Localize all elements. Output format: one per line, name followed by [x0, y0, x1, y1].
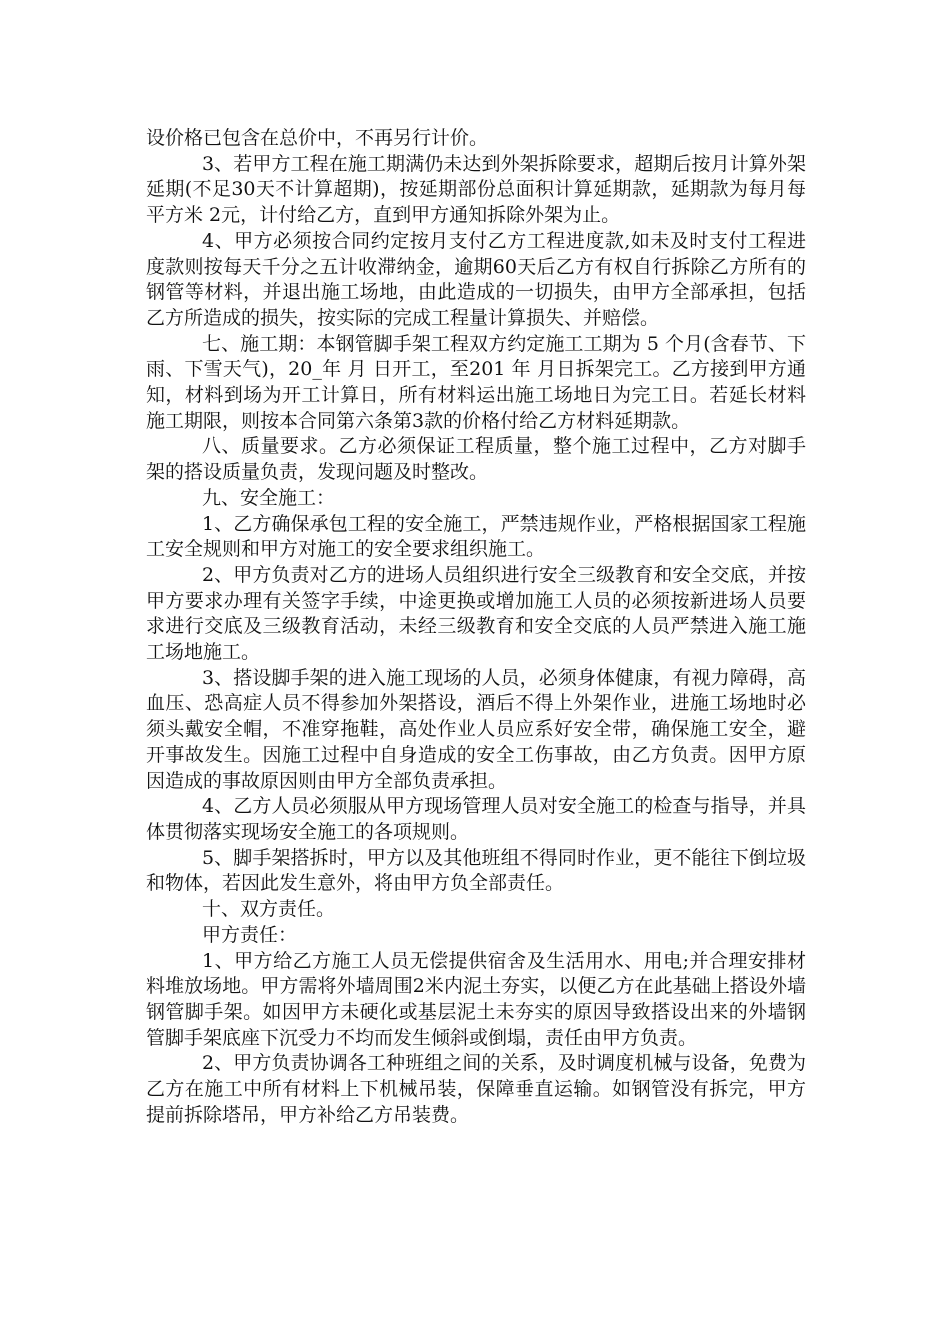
paragraph-clause-9-4: 4、乙方人员必须服从甲方现场管理人员对安全施工的检查与指导，并具体贯彻落实现场安全施工的各项规则。 [146, 795, 806, 843]
paragraph-section-7-construction-period: 七、施工期：本钢管脚手架工程双方约定施工工期为 5 个月(含春节、下雨、下雪天气)，20_年 月 日开工，至201 年 月日拆架完工。乙方接到甲方通知，材料到场为开工计算日，所有材料运出施工场地日为完工日。若延长材料施工期限，则按本合同第六条第3款的价格付给乙方材料延期款。 [146, 332, 806, 432]
paragraph-section-8-quality: 八、质量要求。乙方必须保证工程质量，整个施工过程中，乙方对脚手架的搭设质量负责，发现问题及时整改。 [146, 435, 806, 484]
paragraph-clause-6-4: 4、甲方必须按合同约定按月支付乙方工程进度款,如未及时支付工程进度款则按每天千分之五计收滞纳金，逾期60天后乙方有权自行拆除乙方所有的钢管等材料，并退出施工场地，由此造成的一切损失，由甲方全部承担，包括乙方所造成的损失，按实际的完成工程量计算损失、并赔偿。 [146, 229, 806, 329]
paragraph-price-included: 设价格已包含在总价中，不再另行计价。 [146, 127, 489, 149]
paragraph-clause-9-5: 5、脚手架搭拆时，甲方以及其他班组不得同时作业，更不能往下倒垃圾和物体，若因此发生意外，将由甲方负全部责任。 [146, 846, 806, 895]
paragraph-party-a-clause-1: 1、甲方给乙方施工人员无偿提供宿舍及生活用水、用电;并合理安排材料堆放场地。甲方需将外墙周围2米内泥土夯实，以便乙方在此基础上搭设外墙钢管脚手架。如因甲方未硬化或基层泥土未夯实的原因导致搭设出来的外墙钢管脚手架底座下沉受力不均而发生倾斜或倒塌，责任由甲方负责。 [146, 949, 806, 1049]
document-body [146, 126, 806, 1128]
heading-section-9-safety: 九、安全施工： [202, 486, 336, 509]
paragraph-clause-9-3: 3、搭设脚手架的进入施工现场的人员，必须身体健康，有视力障碍，高血压、恐高症人员不得参加外架搭设，酒后不得上外架作业，进施工场地时必须头戴安全帽，不准穿拖鞋，高处作业人员应系好安全带，确保施工安全，避开事故发生。因施工过程中自身造成的安全工伤事故，由乙方负责。因甲方原因造成的事故原因则由甲方全部负责承担。 [146, 666, 806, 792]
heading-section-10-responsibilities: 十、双方责任。 [202, 898, 336, 921]
paragraph-party-a-clause-2: 2、甲方负责协调各工种班组之间的关系，及时调度机械与设备，免费为乙方在施工中所有材料上下机械吊装，保障垂直运输。如钢管没有拆完，甲方提前拆除塔吊，甲方补给乙方吊装费。 [146, 1052, 806, 1126]
paragraph-clause-6-3: 3、若甲方工程在施工期满仍未达到外架拆除要求，超期后按月计算外架延期(不足30天不计算超期)，按延期部份总面积计算延期款，延期款为每月每平方米 2元，计付给乙方，直到甲方通知拆除外架为止。 [146, 152, 806, 227]
heading-party-a-responsibilities: 甲方责任： [202, 923, 298, 946]
paragraph-clause-9-1: 1、乙方确保承包工程的安全施工，严禁违规作业，严格根据国家工程施工安全规则和甲方对施工的安全要求组织施工。 [146, 512, 806, 561]
paragraph-clause-9-2: 2、甲方负责对乙方的进场人员组织进行安全三级教育和安全交底，并按甲方要求办理有关签字手续，中途更换或增加施工人员的必须按新进场人员要求进行交底及三级教育活动，未经三级教育和安全交底的人员严禁进入施工施工场地施工。 [146, 563, 806, 664]
